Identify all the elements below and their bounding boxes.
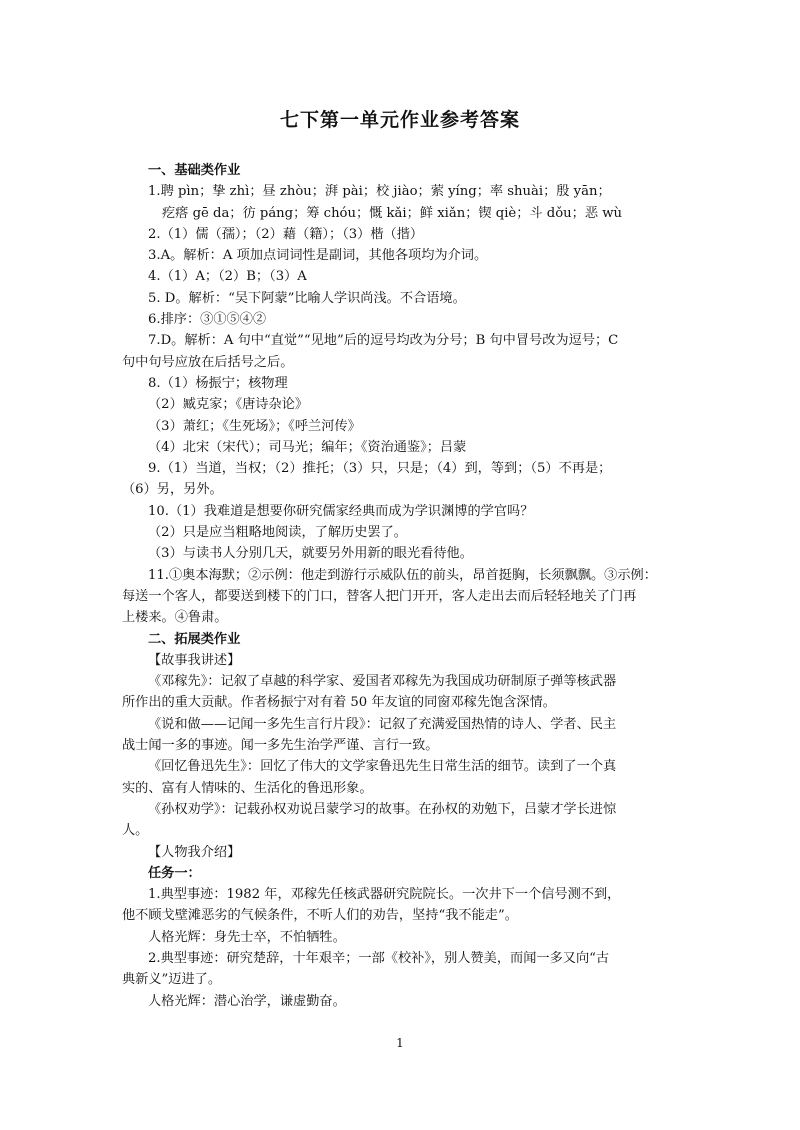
subheading-story: 【故事我讲述】	[148, 652, 241, 668]
page-number: 1	[396, 1036, 404, 1050]
task-1-item-2-line-1: 2.典型事迹：研究楚辞，十年艰辛；一部《校补》，别人赞美，而闻一多又向“古	[148, 950, 610, 966]
story-4-line-1: 《孙权劝学》：记载孙权劝说吕蒙学习的故事。在孙权的劝勉下，吕蒙才学长进惊	[148, 801, 617, 817]
answer-8-2: （2）臧克家；《唐诗杂论》	[148, 397, 309, 413]
document-title: 七下第一单元作业参考答案	[279, 109, 520, 131]
answer-7-line-2: 句中句号应放在后括号之后。	[122, 354, 294, 370]
story-4-line-2: 人。	[122, 823, 149, 839]
answer-1-line-1: 1.聘 pìn；挚 zhì；昼 zhòu；湃 pài；校 jiào；萦 yíng；率 shuài；殷 yān；	[148, 184, 611, 200]
task-1-item-1-line-2: 他不顾戈壁滩恶劣的气候条件，不听人们的劝告，坚持“我不能走”。	[122, 908, 518, 924]
section-heading-extension: 二、拓展类作业	[148, 631, 241, 647]
document-body	[122, 160, 682, 1012]
story-1-line-2: 所作出的重大贡献。作者杨振宁对有着 50 年友谊的同窗邓稼先饱含深情。	[122, 695, 556, 711]
answer-11-line-1: 11.①奥本海默；②示例：他走到游行示威队伍的前头，昂首挺胸，长须飘飘。③示例：	[148, 567, 657, 583]
answer-10-2: （2）只是应当粗略地阅读，了解历史罢了。	[148, 525, 407, 541]
answer-4: 4.（1）A；（2）B；（3）A	[148, 269, 307, 285]
answer-9-line-1: 9.（1）当道，当权；（2）推托；（3）只，只是；（4）到，等到；（5）不再是；	[148, 461, 612, 477]
story-2-line-2: 战士闻一多的事迹。闻一多先生治学严谨、言行一致。	[122, 738, 439, 754]
answer-9-line-2: （6）另，另外。	[122, 482, 223, 498]
story-3-line-2: 实的、富有人情味的、生活化的鲁迅形象。	[122, 780, 373, 796]
answer-11-line-3: 上楼来。④鲁肃。	[122, 610, 228, 626]
task-1-item-1-line-1: 1.典型事迹：1982 年，邓稼先任核武器研究院院长。一次井下一个信号测不到，	[148, 887, 621, 903]
answer-8-3: （3）萧红；《生死场》；《呼兰河传》	[148, 418, 361, 434]
subheading-person: 【人物我介绍】	[148, 844, 241, 860]
answer-8-1: 8.（1）杨振宁；核物理	[148, 375, 288, 391]
story-1-line-1: 《邓稼先》：记叙了卓越的科学家、爱国者邓稼先为我国成功研制原子弹等核武器	[148, 674, 617, 690]
answer-1-line-2: 疙瘩 gē da；彷 páng；筹 chóu；慨 kǎi；鲜 xiǎn；锲 qiè；斗 dǒu；恶 wù	[162, 205, 623, 221]
task-1-trait-2: 人格光辉：潜心治学，谦虚勤奋。	[148, 993, 346, 1009]
answer-11-line-2: 每送一个客人，都要送到楼下的门口，替客人把门开开，客人走出去而后轻轻地关了门再	[122, 588, 637, 604]
task-1-item-2-line-2: 典新义”迈进了。	[122, 972, 222, 988]
answer-5: 5. D。解析：“吴下阿蒙”比喻人学识尚浅。不合语境。	[148, 290, 466, 306]
answer-10-1: 10.（1）我难道是想要你研究儒家经典而成为学识渊博的学官吗？	[148, 503, 534, 519]
answer-3: 3.A。解析：A 项加点词词性是副词，其他各项均为介词。	[148, 248, 488, 264]
answer-8-4: （4）北宋（宋代）；司马光；编年；《资治通鉴》；吕蒙	[148, 439, 467, 455]
story-2-line-1: 《说和做——记闻一多先生言行片段》：记叙了充满爱国热情的诗人、学者、民主	[148, 716, 617, 732]
answer-6: 6.排序：③①⑤④②	[148, 312, 267, 328]
answer-10-3: （3）与读书人分别几天，就要另外用新的眼光看待他。	[148, 546, 473, 562]
story-3-line-1: 《回忆鲁迅先生》：回忆了伟大的文学家鲁迅先生日常生活的细节。读到了一个真	[148, 759, 617, 775]
answer-2: 2.（1）儒（孺）；（2）藉（籍）；（3）楷（揩）	[148, 226, 424, 242]
section-heading-basic: 一、基础类作业	[148, 163, 241, 178]
task-1-trait-1: 人格光辉：身先士卒，不怕牺牲。	[148, 929, 346, 945]
answer-7-line-1: 7.D。解析：A 句中“直觉”“见地”后的逗号均改为分号；B 句中冒号改为逗号；C	[148, 333, 619, 349]
task-1-heading: 任务一：	[148, 865, 201, 881]
